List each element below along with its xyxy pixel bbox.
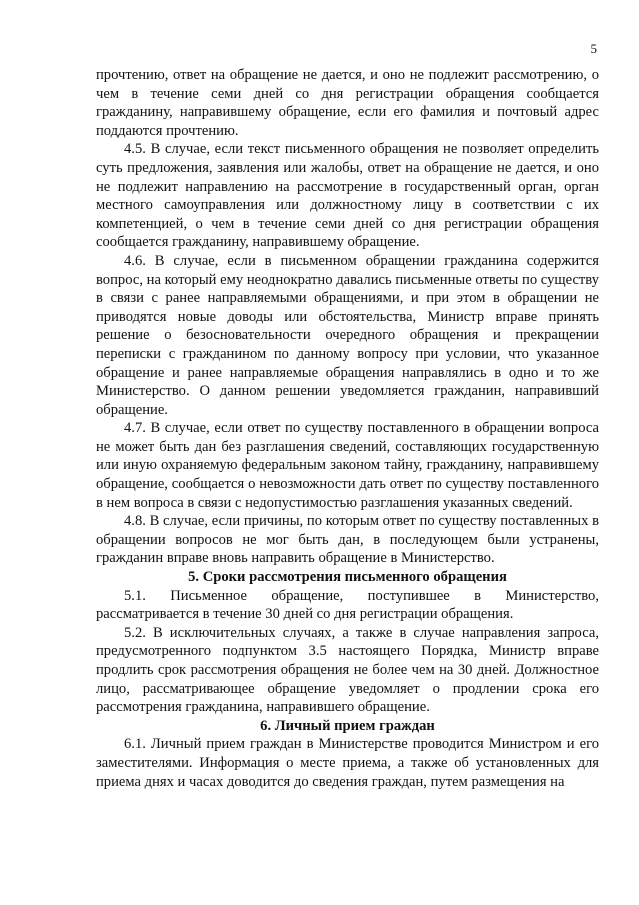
section-heading-6: 6. Личный прием граждан <box>260 717 435 734</box>
page-number: 5 <box>590 41 597 56</box>
paragraph-4-8: 4.8. В случае, если причины, по которым ответ по существу поставленных в обращении вопросов не мог быть дан, в последующем были устранены, гражданин вправе вновь направить обращение в Министерство. <box>96 513 599 567</box>
document-body <box>96 66 599 791</box>
paragraph-6-1: 6.1. Личный прием граждан в Министерстве проводится Министром и его заместителями. Информация о месте приема, а также об установленных для приема днях и часах доводится до сведения граждан, путем размещения на <box>96 736 599 790</box>
paragraph-5-2: 5.2. В исключительных случаях, а также в случае направления запроса, предусмотренного подпунктом 3.5 настоящего Порядка, Министр вправе продлить срок рассмотрения обращения не более чем на 30 дней. Должностное лицо, рассматривающее обращение уведомляет о продлении срока его рассмотрения гражданина, направившего обращение. <box>96 624 599 716</box>
section-heading-5: 5. Сроки рассмотрения письменного обращения <box>188 569 507 586</box>
paragraph-5-1: 5.1. Письменное обращение, поступившее в Министерство, рассматривается в течение 30 дней со дня регистрации обращения. <box>96 587 599 623</box>
paragraph-4-6: 4.6. В случае, если в письменном обращении гражданина содержится вопрос, на который ему неоднократно давались письменные ответы по существу в связи с ранее направляемыми обращениями, и при этом в обращении не приводятся новые доводы или обстоятельства, Министр вправе принять решение о безосновательности очередного обращения и прекращении переписки с гражданином по данному вопросу при условии, что указанное обращение и ранее направляемые обращения направлялись в одно и то же Министерство. О данном решении уведомляется гражданин, направивший обращение. <box>96 252 599 418</box>
paragraph-4-5: 4.5. В случае, если текст письменного обращения не позволяет определить суть предложения, заявления или жалобы, ответ на обращение не дается, и оно не подлежит направлению на рассмотрение в государственный орган, орган местного самоуправления или должностному лицу в соответствии с их компетенцией, о чем в течение семи дней со дня регистрации обращения сообщается гражданину, направившему обращение. <box>96 141 599 251</box>
paragraph-continuation: прочтению, ответ на обращение не дается, и оно не подлежит рассмотрению, о чем в течение семи дней со дня регистрации обращения сообщается гражданину, направившему обращение, если его фамилия и почтовый адрес поддаются прочтению. <box>96 67 599 139</box>
paragraph-4-7: 4.7. В случае, если ответ по существу поставленного в обращении вопроса не может быть дан без разглашения сведений, составляющих государственную или иную охраняемую федеральным законом тайну, гражданину, направившему обращение, сообщается о невозможности дать ответ по существу поставленного в нем вопроса в связи с недопустимостью разглашения указанных сведений. <box>96 420 599 511</box>
